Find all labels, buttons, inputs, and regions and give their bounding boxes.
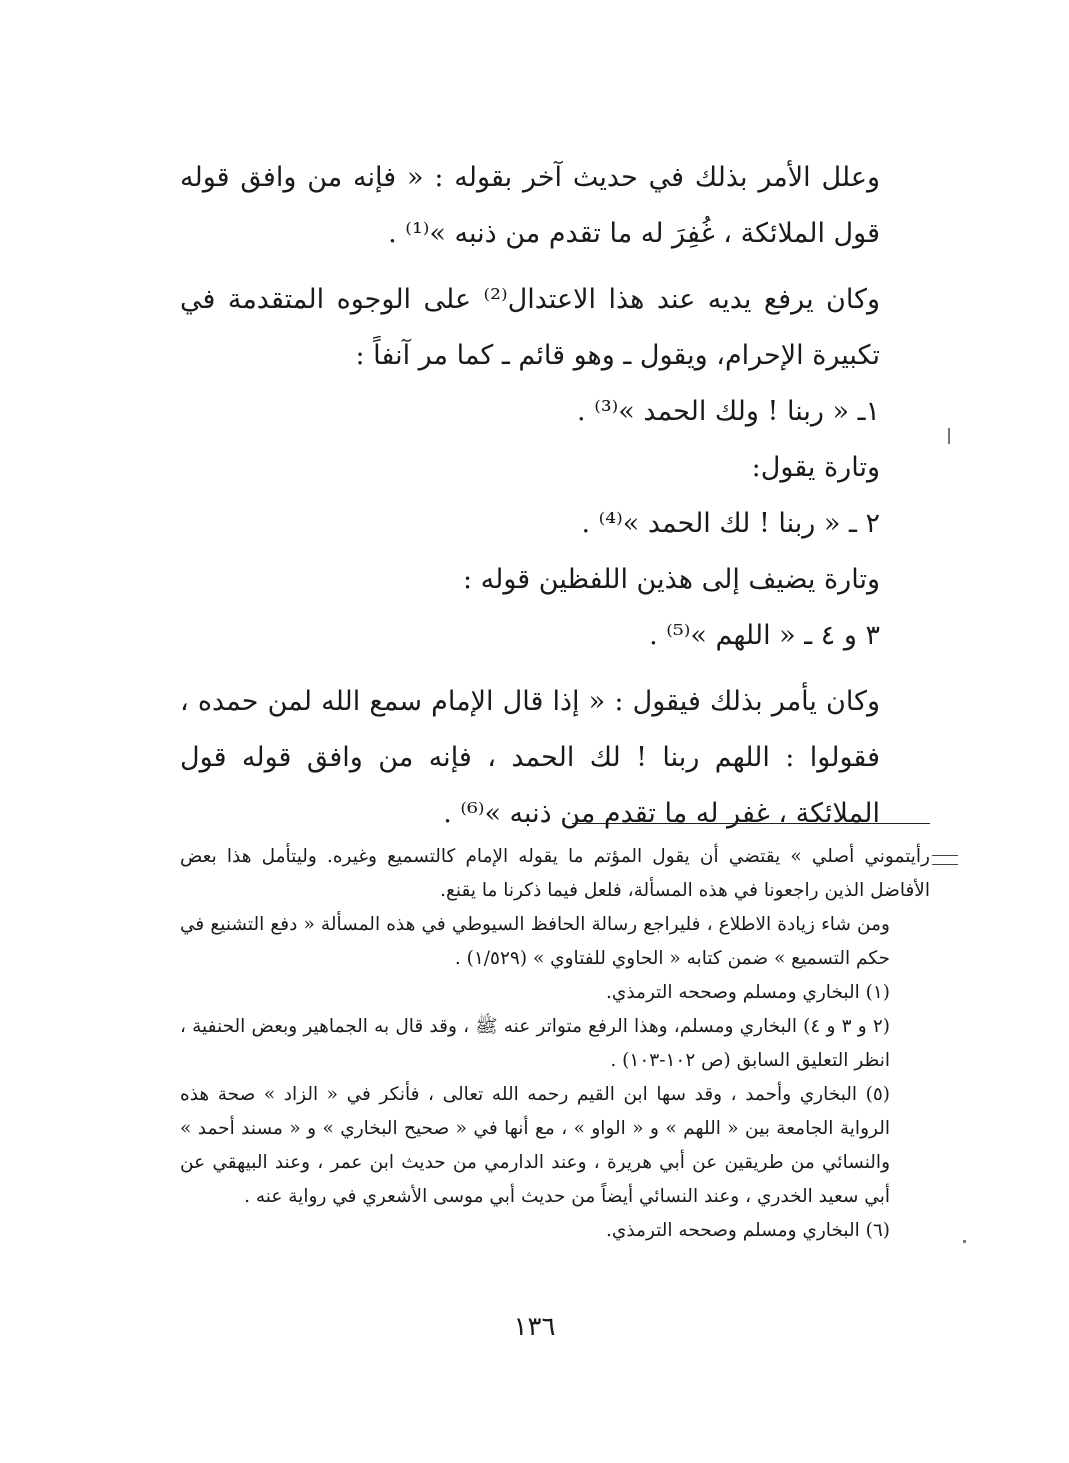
paragraph-3: وكان يأمر بذلك فيقول : « إذا قال الإمام سمع الله لمن حمده ، فقولوا : اللهم ربنا ! لك الحمد ، فإنه من وافق قوله قول الملائكة ، غفر له ما تقدم من ذنبه »⁽⁶⁾ .	[180, 686, 880, 829]
page-number: ١٣٦	[513, 1312, 556, 1342]
footnote-continuation-mark	[932, 855, 958, 865]
footnote-continued-2: ومن شاء زيادة الاطلاع ، فليراجع رسالة الحافظ السيوطي في هذه المسألة « دفع التشنيع في حكم التسميع » ضمن كتابه « الحاوي للفتاوي » (١/٥٢٩) .	[180, 914, 890, 969]
footnote-1: (١) البخاري ومسلم وصححه الترمذي.	[605, 982, 890, 1003]
footnote-6: (٦) البخاري ومسلم وصححه الترمذي.	[605, 1220, 890, 1241]
line-sometimes-adds: وتارة يضيف إلى هذين اللفظين قوله :	[462, 564, 880, 595]
footnote-continued-1: رأيتموني أصلي » يقتضي أن يقول المؤتم ما يقوله الإمام كالتسميع وغيره. وليتأمل هذا بعض الأفاضل الذين راجعونا في هذه المسألة، فلعل فيما ذكرنا ما يقنع.	[180, 846, 930, 901]
dhikr-item-3-4: ٣ و ٤ ـ « اللهم »⁽⁵⁾ .	[649, 620, 880, 651]
scan-speck	[948, 428, 950, 444]
paragraph-2: وكان يرفع يديه عند هذا الاعتدال⁽²⁾ على الوجوه المتقدمة في تكبيرة الإحرام، ويقول ـ وهو قائم ـ كما مر آنفاً :	[180, 284, 880, 371]
dhikr-item-2: ٢ ـ « ربنا ! لك الحمد »⁽⁴⁾ .	[581, 508, 880, 539]
scan-speck	[963, 1240, 966, 1243]
dhikr-item-1: ١ـ « ربنا ! ولك الحمد »⁽³⁾ .	[577, 396, 880, 427]
footnote-separator	[572, 823, 930, 824]
main-text	[180, 150, 930, 842]
footnotes	[180, 840, 930, 1248]
footnote-2-3-4: (٢ و ٣ و ٤) البخاري ومسلم، وهذا الرفع متواتر عنه ﷺ ، وقد قال به الجماهير وبعض الحنفية ، انظر التعليق السابق (ص ١٠٢-١٠٣) .	[180, 1016, 890, 1071]
line-sometimes-says: وتارة يقول:	[751, 452, 880, 483]
paragraph-1: وعلل الأمر بذلك في حديث آخر بقوله : « فإنه من وافق قوله قول الملائكة ، غُفِرَ له ما تقدم من ذنبه »⁽¹⁾ .	[180, 162, 880, 249]
footnote-5: (٥) البخاري وأحمد ، وقد سها ابن القيم رحمه الله تعالى ، فأنكر في « الزاد » صحة هذه الرواية الجامعة بين « اللهم » و « الواو » ، مع أنها في « صحيح البخاري » و « مسند أحمد » والنسائي من طريقين عن أبي هريرة ، وعند الدارمي من حديث ابن عمر ، وعند البيهقي عن أبي سعيد الخدري ، وعند النسائي أيضاً من حديث أبي موسى الأشعري في رواية عنه .	[180, 1084, 890, 1207]
